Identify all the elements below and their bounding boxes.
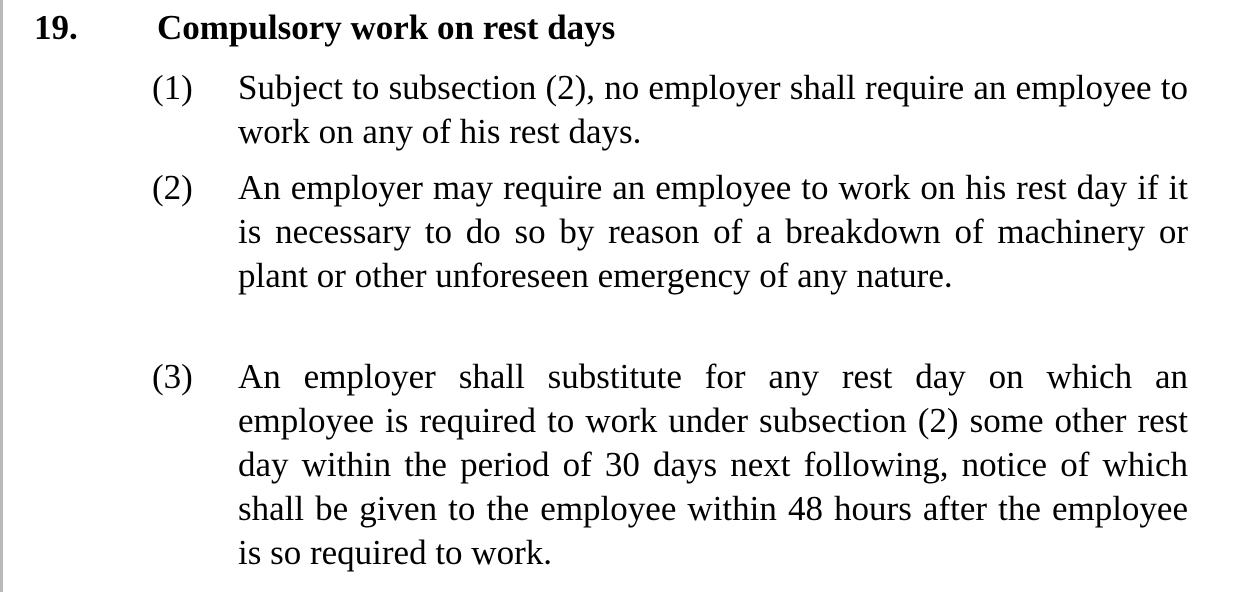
section-heading: Compulsory work on rest days [157,8,616,47]
subsection-number: (2) [152,168,193,207]
subsection-number: (3) [152,357,193,396]
subsection-1 [152,66,1188,154]
left-margin-rule [0,0,3,592]
subsection-text: Subject to subsection (2), no employer shall require an employee to work on any of his rest days. [238,68,1188,151]
section-number: 19. [34,8,78,47]
subsection-text: An employer may require an employee to work on his rest day if it is necessary to do so by reason of a breakdown of machinery or plant or other unforeseen emergency of any nature. [238,168,1188,295]
subsection-2 [152,166,1188,298]
subsection-3 [152,355,1188,575]
subsection-number: (1) [152,68,193,107]
subsection-text: An employer shall substitute for any rest day on which an employee is required to work under subsection (2) some other rest day within the period of 30 days next following, notice of which shall be given to the employee within 48 hours after the employee is so required to work. [238,357,1188,572]
